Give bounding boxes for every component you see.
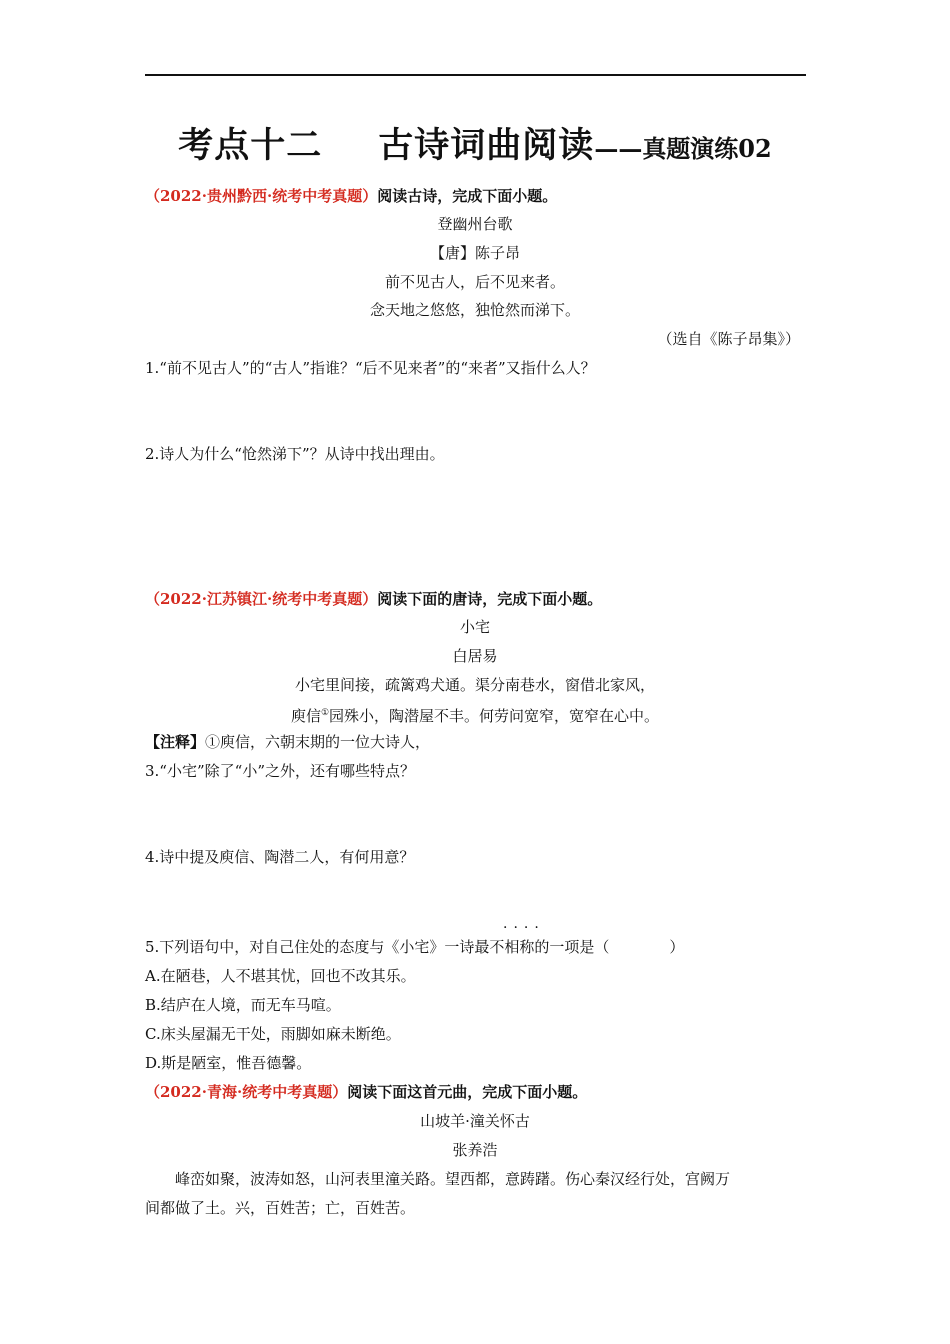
section2-poem-line2-a: 庾信 [290,707,321,725]
question-1: 1.“前不见古人”的“古人”指谁？“后不见来者”的“来者”又指什么人？ [145,359,596,377]
note-label: 【注释】 [145,733,206,751]
top-rule [145,74,806,76]
section1-poem-line2: 念天地之悠悠，独怆然而涕下。 [369,301,580,319]
question-5: 5.下列语句中，对自己住处的态度与《小宅》一诗最不相称的一项是（ ） [145,938,685,956]
section2-poem-line1: 小宅里间接，疏篱鸡犬通。渠分南巷水，窗借北家风， [294,676,655,694]
note-text: ①庾信，六朝末期的一位大诗人， [205,733,431,751]
section2-source: （2022·江苏镇江·统考中考真题） [145,590,378,608]
emphasis-dots: ···· [503,920,545,936]
footnote-marker: ① [320,708,330,718]
section2-poem-line2 [0,703,950,726]
question-4: 4.诗中提及庾信、陶潜二人，有何用意？ [145,848,415,866]
section3-body-line1: 峰峦如聚，波涛如怒，山河表里潼关路。望西都，意踌躇。伤心秦汉经行处，宫阙万 [175,1170,731,1188]
question-3: 3.“小宅”除了“小”之外，还有哪些特点？ [145,762,415,780]
question-2: 2.诗人为什么“怆然涕下”？从诗中找出理由。 [145,445,445,463]
section1-header [145,186,557,206]
section3-header [145,1082,587,1102]
section2-note [145,732,430,752]
title-topic: 古诗词曲阅读 [378,126,595,166]
section3-instruction: 阅读下面这首元曲，完成下面小题。 [347,1083,588,1101]
section2-poem-author: 白居易 [452,647,498,665]
title-suffix: ——真题演练02 [594,134,772,163]
option-b: B.结庐在人境，而无车马喧。 [145,996,341,1014]
option-a: A.在陋巷，人不堪其忧，回也不改其乐。 [145,967,416,985]
title-main: 考点十二 [178,126,323,166]
page-title [0,118,950,168]
section2-header [145,589,602,609]
section2-poem-line2-b: 园殊小，陶潜屋不丰。何劳问宽窄，宽窄在心中。 [329,707,660,725]
option-d: D.斯是陋室，惟吾德馨。 [145,1054,312,1072]
section3-poem-title: 山坡羊·潼关怀古 [420,1112,530,1130]
section3-poem-author: 张养浩 [452,1141,498,1159]
section3-body-line2: 间都做了土。兴，百姓苦；亡，百姓苦。 [145,1199,416,1217]
section2-instruction: 阅读下面的唐诗，完成下面小题。 [377,590,603,608]
section1-poem-source: （选自《陈子昂集》） [657,330,800,348]
section1-poem-author: 【唐】陈子昂 [429,244,520,262]
section3-source: （2022·青海·统考中考真题） [145,1083,348,1101]
section1-poem-line1: 前不见古人，后不见来者。 [384,273,565,291]
option-c: C.床头屋漏无干处，雨脚如麻未断绝。 [145,1025,401,1043]
section1-source: （2022·贵州黔西·统考中考真题） [145,187,378,205]
section1-poem-title: 登幽州台歌 [437,215,513,233]
section1-instruction: 阅读古诗，完成下面小题。 [377,187,558,205]
section2-poem-title: 小宅 [459,618,490,636]
